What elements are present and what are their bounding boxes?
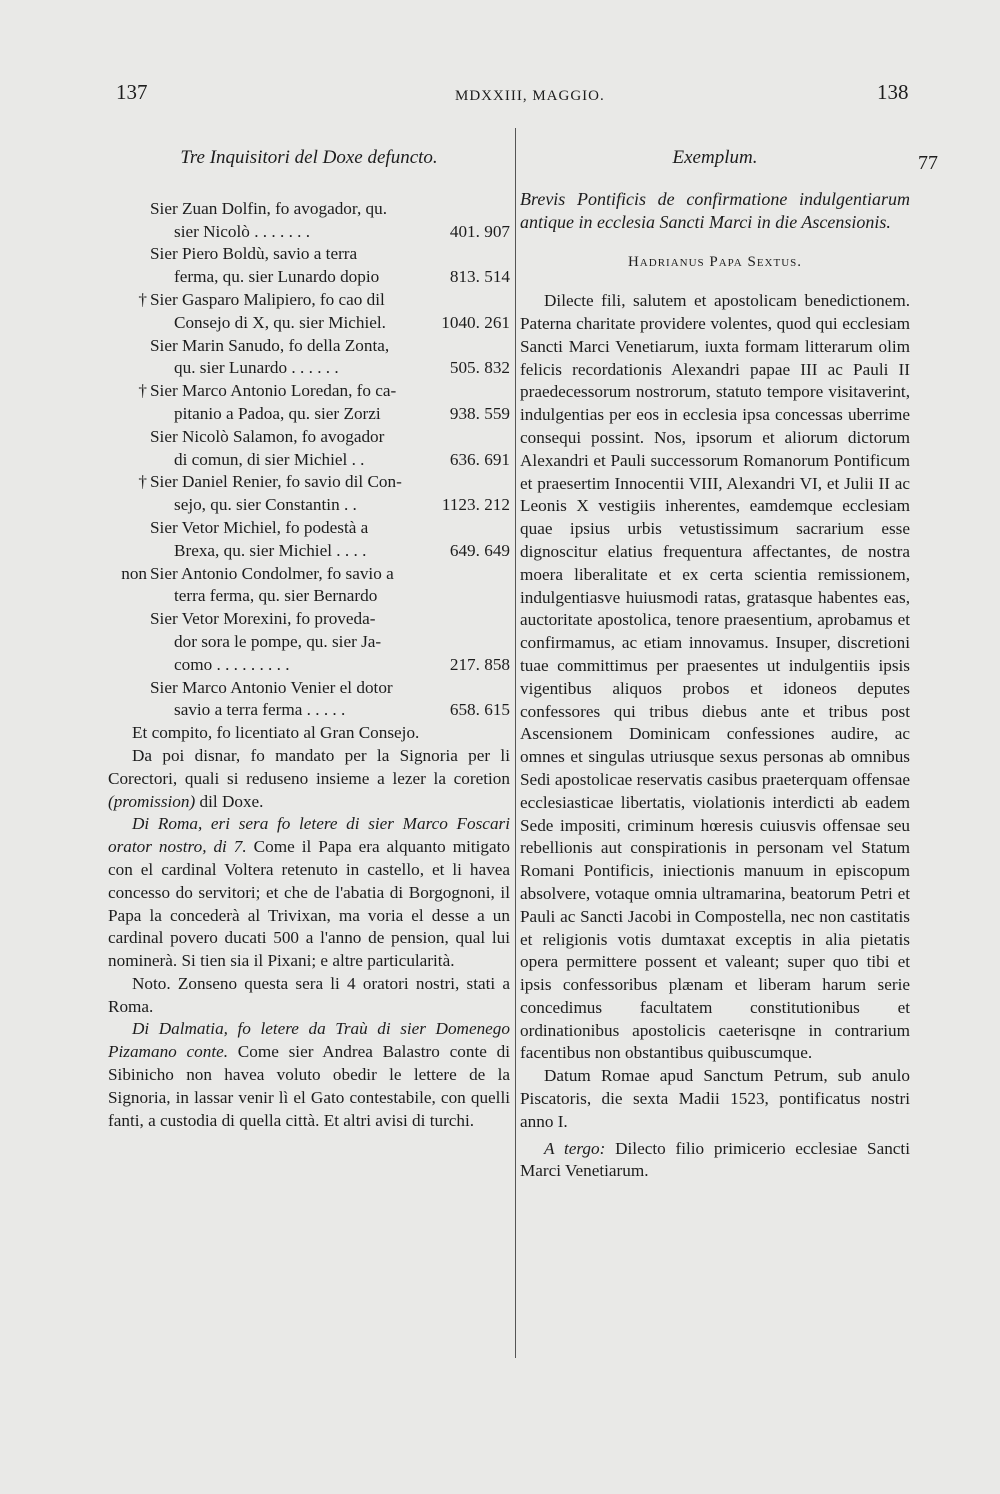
vote-count: 938. 559	[449, 403, 510, 423]
right-subtitle: Brevis Pontificis de confirmatione indulgentiarum antique in ecclesia Sancti Marci in die Ascensionis.	[520, 188, 910, 232]
entry-line	[150, 289, 510, 312]
entry-line	[150, 494, 510, 517]
vote-count	[504, 243, 510, 266]
list-item	[108, 471, 510, 517]
entry-line-text: Consejo di X, qu. sier Michiel.	[174, 312, 386, 332]
entry-line-text: sejo, qu. sier Constantin . .	[174, 495, 357, 515]
paragraph	[108, 722, 510, 745]
list-item	[108, 380, 510, 426]
vote-count: 1123. 212	[441, 495, 510, 515]
entry-text	[150, 471, 510, 517]
entry-line	[150, 517, 510, 540]
entry-line-text: Sier Piero Boldù, savio a terra	[150, 244, 358, 264]
column-divider	[515, 128, 516, 1358]
entry-text	[150, 677, 510, 723]
entry-line	[150, 654, 510, 677]
entry-mark: †	[138, 381, 147, 401]
entry-line-text: Sier Daniel Renier, fo savio dil Con-	[150, 472, 402, 492]
entry-line-text: savio a terra ferma . . . . .	[174, 700, 346, 720]
salutation-head: Hadrianus Papa Sextus.	[627, 254, 803, 271]
entry-line-text: Brexa, qu. sier Michiel . . . .	[174, 540, 367, 560]
entry-text	[150, 198, 510, 244]
vote-count	[504, 289, 510, 312]
vote-count: 658. 615	[449, 700, 510, 720]
entry-text	[150, 335, 510, 381]
entry-line-text: terra ferma, qu. sier Bernardo	[174, 586, 378, 606]
entry-line-text: Sier Antonio Condolmer, fo savio a	[150, 563, 394, 583]
entry-line-text: Sier Zuan Dolfin, fo avogador, qu.	[150, 198, 388, 218]
vote-count	[504, 471, 510, 494]
entry-line-text: como . . . . . . . . .	[174, 654, 290, 674]
entry-mark: †	[138, 472, 147, 492]
entry-text	[150, 563, 510, 609]
entry-text	[150, 243, 510, 289]
entry-line	[150, 471, 510, 494]
page-number-left: 137	[116, 80, 148, 104]
vote-count: 1040. 261	[441, 312, 510, 332]
list-item	[108, 426, 510, 472]
entry-text	[150, 608, 510, 676]
entry-text	[150, 289, 510, 335]
entry-text	[150, 517, 510, 563]
entry-line-text: Sier Marco Antonio Loredan, fo ca-	[150, 381, 397, 401]
right-column	[520, 147, 910, 1183]
vote-count: 649. 649	[449, 540, 510, 560]
entry-mark: non	[121, 563, 147, 583]
vote-count	[504, 608, 510, 631]
text-run: Datum Romae apud Sanctum Petrum, sub anulo Piscatoris, die sexta Madii 1523, pontificatus nostri anno I.	[520, 1066, 910, 1131]
list-item	[108, 517, 510, 563]
italic-text: A tergo:	[544, 1138, 606, 1158]
entry-line-text: Sier Vetor Michiel, fo podestà a	[150, 517, 369, 537]
list-item	[108, 335, 510, 381]
text-run: Da poi disnar, fo mandato per la Signoria per li Corectori, quali si reduseno insieme a lezer la coretion	[108, 745, 510, 788]
inquisitor-list	[108, 198, 510, 722]
left-column	[108, 147, 510, 1132]
entry-line	[150, 563, 510, 586]
italic-text: Di Roma, eri sera fo letere di sier Marco Foscari orator nostro, di 7.	[108, 814, 510, 857]
paragraph	[520, 1138, 910, 1184]
vote-count	[504, 517, 510, 540]
entry-line	[150, 540, 510, 563]
entry-line	[150, 426, 510, 449]
vote-count: 217. 858	[449, 654, 510, 674]
margin-number: 77	[918, 152, 938, 174]
vote-count: 401. 907	[449, 221, 510, 241]
entry-line-text: dor sora le pompe, qu. sier Ja-	[174, 631, 382, 651]
italic-text: Di Dalmatia, fo letere da Traù di sier Domenego Pizamano conte.	[108, 1019, 510, 1062]
entry-line	[150, 403, 510, 426]
entry-mark: †	[138, 289, 147, 309]
entry-text	[150, 426, 510, 472]
text-run: Dilecto filio primicerio ecclesiae Sancti Marci Venetiarum.	[520, 1138, 910, 1181]
entry-line	[150, 312, 510, 335]
right-title: Exemplum.	[672, 147, 758, 168]
entry-line-text: Sier Gasparo Malipiero, fo cao dil	[150, 289, 385, 309]
entry-line	[150, 449, 510, 472]
text-run: Come sier Andrea Balastro conte di Sibinicho non havea voluto obedir le lettere de la Signoria, in lassar venir lì el Gato contestabile, con quelli fanti, a custodia di quella città. Et altri avisi di turchi.	[108, 1042, 510, 1130]
list-item	[108, 243, 510, 289]
entry-line	[150, 585, 510, 608]
paragraph	[520, 290, 910, 1065]
entry-line	[150, 608, 510, 631]
entry-line-text: ferma, qu. sier Lunardo dopio	[174, 267, 380, 287]
entry-line	[150, 631, 510, 654]
entry-line	[150, 221, 510, 244]
left-paragraphs	[108, 722, 510, 1132]
vote-count	[504, 198, 510, 221]
list-item	[108, 198, 510, 244]
entry-line	[150, 198, 510, 221]
entry-line	[150, 380, 510, 403]
vote-count	[504, 380, 510, 403]
list-item	[108, 608, 510, 676]
right-paragraphs	[520, 290, 910, 1183]
paragraph	[108, 813, 510, 973]
paragraph	[108, 1018, 510, 1132]
entry-line	[150, 357, 510, 380]
entry-line-text: Sier Marco Antonio Venier el dotor	[150, 677, 393, 697]
left-title: Tre Inquisitori del Doxe defuncto.	[180, 147, 438, 168]
vote-count	[504, 335, 510, 358]
text-run: Noto. Zonseno questa sera li 4 oratori nostri, stati a Roma.	[108, 973, 510, 1016]
entry-line	[150, 243, 510, 266]
vote-count	[504, 677, 510, 700]
text-run: Dilecte fili, salutem et apostolicam benedictionem. Paterna charitate providere volentes, quod qui ecclesiam Sancti Marci Venetiarum, iuxta formam litterarum olim felicis recordationis Alexandri papae III ac Pauli II praedecessorum nostrorum, statuto tempore visitaverint, indulgentias per eos in ecclesia ipsa concessas uberrime consequi possint. Nos, ipsorum et aliorum dictorum Alexandri et Pauli successorum Romanorum Pontificum et praesertim Innocentii VIII, Alexandri VI, et Julii II ac Leonis X vestigiis inherentes, eamdemque ecclesiam quae ipsius urbis vetustissimum sacrarium esse dignoscitur elatius frequentura affectantes, de nostra moera liberalitate et ex certa scientia remissionem, indulgentiasve huiusmodi ratas, gratasque habentes eas, auctoritate apostolica, tenore praesentium, aprobamus et confirmamus, ac etiam innovamus. Insuper, discretioni tuae committimus per praesentes ut indulgentiis ipsis vigentibus aliquos probos et idoneos deputes confessores qui tribus diebus ante et tribus post Ascensionem Dominicam confessiones audire, ac omnes et singulas utriusque sexus personas ab omnibus Sedi apostolicae reservatis casibus praeterquam offensae ecclesiasticae libertatis, violationis interdicti ab eadem Sede impositi, criminum hœresis cuiusvis offensae seu rebellionis aut conspirationis in personam vel Statum Romani Pontificis, iniectionis manuum in episcopum absolvere, votaque omnia ultramarina, beatorum Petri et Pauli ac Sancti Jacobi in Compostella, nec non castitatis et religionis votis dumtaxat exceptis in alia pietatis opera permittere possent et valeant; super quo tibi et ipsis confessoribus plænam et liberam harum serie concedimus facultatem constitutionibus et ordinationibus apostolicis caeterisqne in contrarium facentibus non obstantibus quibuscumque.	[520, 291, 910, 1063]
entry-text	[150, 380, 510, 426]
list-item	[108, 289, 510, 335]
entry-line-text: pitanio a Padoa, qu. sier Zorzi	[174, 403, 381, 423]
entry-line	[150, 335, 510, 358]
text-run: Et compito, fo licentiato al Gran Consejo.	[132, 723, 420, 743]
entry-line	[150, 699, 510, 722]
vote-count	[504, 631, 510, 654]
vote-count	[504, 585, 510, 608]
entry-line-text: Sier Vetor Morexini, fo proveda-	[150, 609, 376, 629]
vote-count: 636. 691	[449, 449, 510, 469]
paragraph	[108, 973, 510, 1019]
paragraph	[520, 1065, 910, 1133]
text-run: Come il Papa era alquanto mitigato con el cardinal Voltera retenuto in castello, et li havea concesso do servitori; et che de l'abatia di Borgognoni, il Papa la concederà al Trivixan, ma voria el desse a un cardinal povero ducati 500 a l'anno de pension, qual lui nominerà. Si tien sia il Pixani; e altre particularità.	[108, 837, 510, 971]
paragraph	[108, 745, 510, 813]
entry-line-text: Sier Nicolò Salamon, fo avogador	[150, 426, 385, 446]
vote-count	[504, 563, 510, 586]
entry-line-text: Sier Marin Sanudo, fo della Zonta,	[150, 335, 390, 355]
entry-line	[150, 266, 510, 289]
page-number-right: 138	[877, 80, 909, 104]
list-item	[108, 677, 510, 723]
entry-line	[150, 677, 510, 700]
text-run: dil Doxe.	[195, 791, 264, 811]
entry-line-text: qu. sier Lunardo . . . . . .	[174, 358, 339, 378]
italic-text: (promission)	[108, 791, 196, 811]
vote-count: 813. 514	[449, 267, 510, 287]
entry-line-text: sier Nicolò . . . . . . .	[174, 221, 311, 241]
vote-count: 505. 832	[449, 358, 510, 378]
running-head: MDXXIII, MAGGIO.	[455, 88, 605, 104]
vote-count	[504, 426, 510, 449]
list-item	[108, 563, 510, 609]
entry-line-text: di comun, di sier Michiel . .	[174, 449, 365, 469]
